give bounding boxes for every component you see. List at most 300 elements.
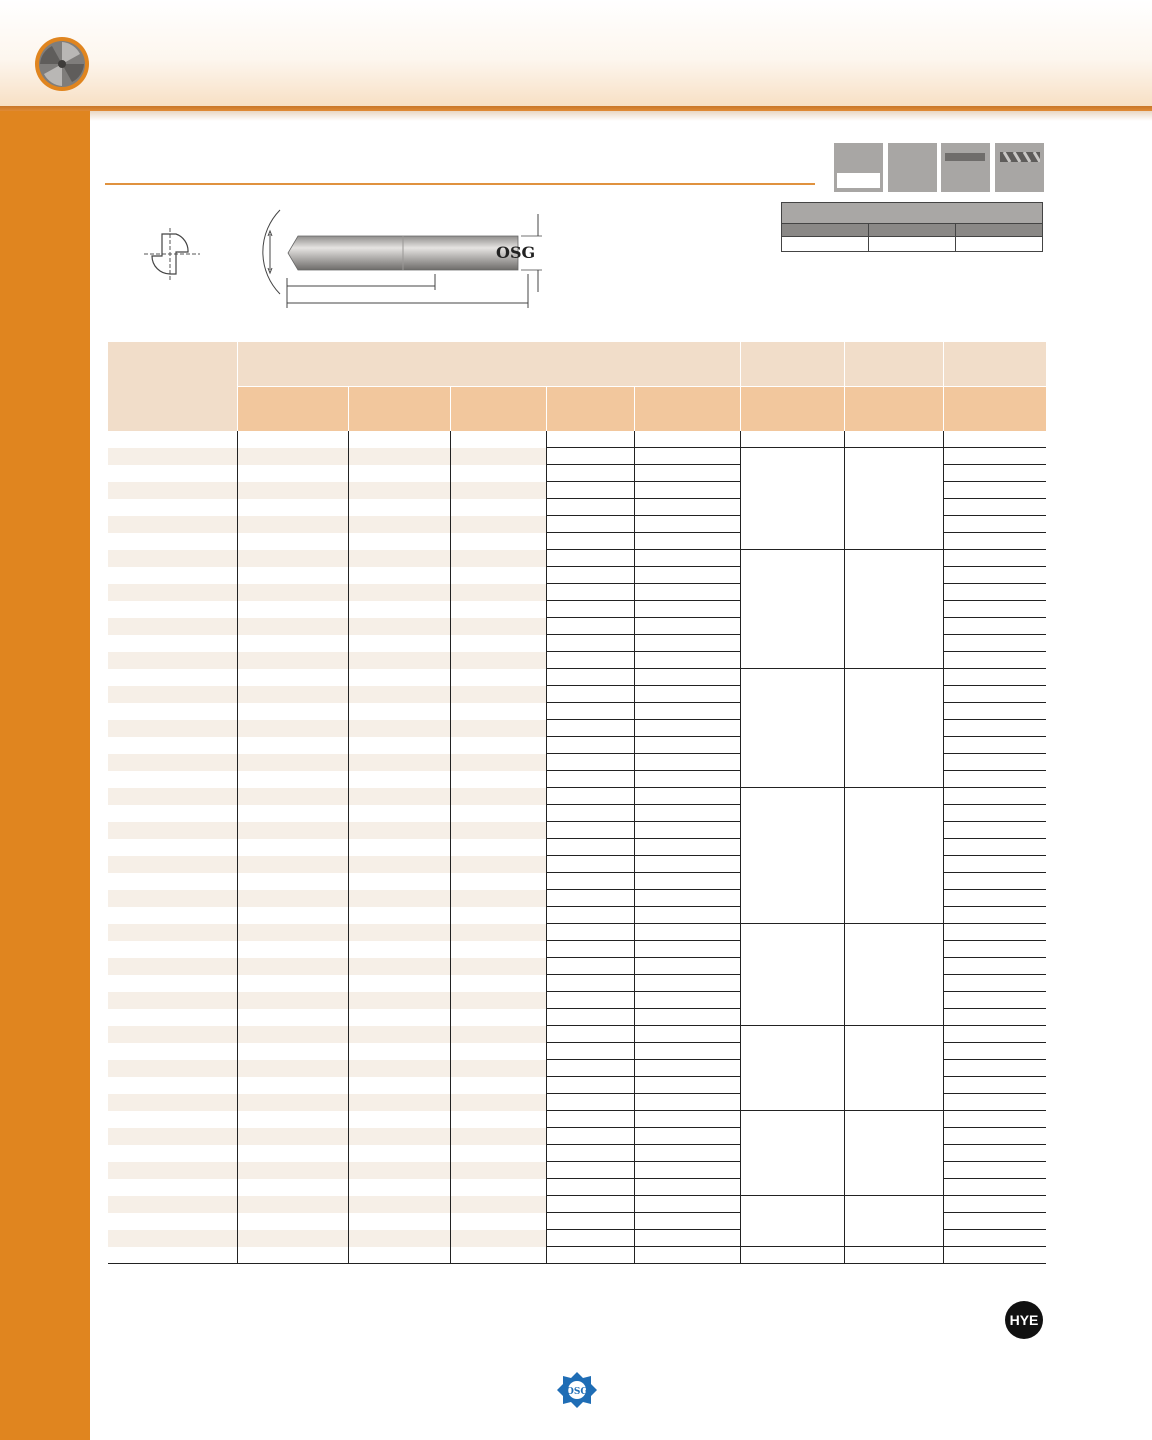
table-row	[108, 1230, 1046, 1247]
title-rule	[105, 183, 815, 185]
table-cell	[740, 465, 844, 482]
table-cell	[740, 1230, 844, 1247]
table-cell	[108, 737, 237, 754]
table-cell	[546, 703, 634, 720]
table-cell	[237, 1009, 348, 1026]
table-row	[108, 873, 1046, 890]
table-cell	[634, 499, 740, 516]
table-cell	[108, 516, 237, 533]
table-cell	[237, 1077, 348, 1094]
table-cell	[450, 584, 546, 601]
table-cell	[108, 890, 237, 907]
table-row	[108, 635, 1046, 652]
coating-tile	[834, 143, 883, 192]
table-cell	[237, 1162, 348, 1179]
table-cell	[108, 1094, 237, 1111]
table-cell	[237, 669, 348, 686]
table-cell	[450, 720, 546, 737]
table-cell	[943, 499, 1046, 516]
table-cell	[740, 1128, 844, 1145]
table-cell	[634, 635, 740, 652]
table-cell	[740, 924, 844, 941]
table-cell	[844, 958, 943, 975]
table-cell	[348, 941, 450, 958]
table-cell	[237, 1145, 348, 1162]
table-cell	[844, 652, 943, 669]
table-cell	[943, 941, 1046, 958]
table-cell	[546, 737, 634, 754]
table-row	[108, 618, 1046, 635]
table-row	[108, 822, 1046, 839]
table-cell	[943, 1077, 1046, 1094]
table-cell	[237, 431, 348, 448]
table-cell	[943, 669, 1046, 686]
table-cell	[844, 975, 943, 992]
table-cell	[108, 669, 237, 686]
endmill-end-view-icon	[34, 36, 90, 92]
table-cell	[108, 1230, 237, 1247]
table-cell	[450, 924, 546, 941]
table-cell	[844, 1196, 943, 1213]
table-cell	[634, 567, 740, 584]
table-row	[108, 1162, 1046, 1179]
table-cell	[348, 1128, 450, 1145]
table-cell	[237, 890, 348, 907]
table-cell	[634, 1213, 740, 1230]
table-cell	[943, 1111, 1046, 1128]
table-cell	[740, 1196, 844, 1213]
table-cell	[740, 1213, 844, 1230]
table-cell	[740, 584, 844, 601]
table-cell	[450, 771, 546, 788]
table-cell	[943, 1230, 1046, 1247]
table-cell	[108, 856, 237, 873]
table-cell	[943, 907, 1046, 924]
table-cell	[348, 754, 450, 771]
table-cell	[943, 1162, 1046, 1179]
table-row	[108, 499, 1046, 516]
table-cell	[634, 907, 740, 924]
table-cell	[634, 890, 740, 907]
table-cell	[237, 448, 348, 465]
table-cell	[634, 839, 740, 856]
table-cell	[237, 584, 348, 601]
table-cell	[634, 1060, 740, 1077]
header-diameter	[237, 387, 348, 432]
table-cell	[943, 1145, 1046, 1162]
table-cell	[450, 567, 546, 584]
table-cell	[348, 1026, 450, 1043]
table-cell	[634, 975, 740, 992]
table-cell	[634, 1128, 740, 1145]
table-cell	[237, 635, 348, 652]
table-cell	[237, 1043, 348, 1060]
table-cell	[943, 686, 1046, 703]
table-cell	[108, 822, 237, 839]
table-cell	[450, 1043, 546, 1060]
table-cell	[348, 703, 450, 720]
table-cell	[108, 924, 237, 941]
table-cell	[237, 1094, 348, 1111]
table-cell	[844, 754, 943, 771]
table-cell	[943, 448, 1046, 465]
table-cell	[348, 1060, 450, 1077]
table-cell	[108, 499, 237, 516]
table-cell	[740, 516, 844, 533]
table-cell	[237, 652, 348, 669]
table-cell	[634, 516, 740, 533]
table-cell	[634, 1247, 740, 1264]
table-cell	[450, 873, 546, 890]
table-cell	[108, 1111, 237, 1128]
table-cell	[237, 601, 348, 618]
table-cell	[348, 873, 450, 890]
table-row	[108, 1213, 1046, 1230]
table-cell	[740, 720, 844, 737]
table-cell	[108, 958, 237, 975]
footer-logo-text: OSG	[565, 1387, 589, 1397]
table-cell	[634, 448, 740, 465]
table-cell	[108, 771, 237, 788]
table-cell	[634, 1077, 740, 1094]
table-cell	[943, 1009, 1046, 1026]
table-cell	[943, 1094, 1046, 1111]
table-cell	[237, 1128, 348, 1145]
header-neck	[634, 387, 740, 432]
table-cell	[108, 618, 237, 635]
table-cell	[348, 805, 450, 822]
table-cell	[634, 873, 740, 890]
header-col7	[740, 342, 844, 387]
table-cell	[943, 805, 1046, 822]
table-row	[108, 856, 1046, 873]
table-cell	[108, 805, 237, 822]
table-cell	[237, 1060, 348, 1077]
table-cell	[108, 1196, 237, 1213]
table-row	[108, 1077, 1046, 1094]
table-cell	[108, 482, 237, 499]
table-cell	[108, 1077, 237, 1094]
table-cell	[634, 1196, 740, 1213]
table-cell	[844, 482, 943, 499]
table-cell	[237, 1196, 348, 1213]
table-cell	[634, 669, 740, 686]
table-cell	[546, 958, 634, 975]
table-cell	[546, 448, 634, 465]
table-cell	[108, 686, 237, 703]
table-row	[108, 550, 1046, 567]
table-cell	[450, 465, 546, 482]
table-cell	[348, 737, 450, 754]
table-cell	[546, 567, 634, 584]
table-row	[108, 1009, 1046, 1026]
table-cell	[237, 482, 348, 499]
table-cell	[237, 856, 348, 873]
table-cell	[546, 856, 634, 873]
table-cell	[844, 431, 943, 448]
header-sub8	[844, 387, 943, 432]
table-cell	[108, 1213, 237, 1230]
table-cell	[844, 1077, 943, 1094]
table-cell	[634, 788, 740, 805]
table-cell	[108, 788, 237, 805]
table-cell	[740, 1077, 844, 1094]
table-cell	[108, 635, 237, 652]
table-cell	[844, 907, 943, 924]
table-row	[108, 839, 1046, 856]
table-row	[108, 482, 1046, 499]
table-cell	[844, 1009, 943, 1026]
table-cell	[348, 618, 450, 635]
table-cell	[740, 822, 844, 839]
table-cell	[108, 584, 237, 601]
table-cell	[844, 1179, 943, 1196]
table-cell	[740, 635, 844, 652]
side-accent-bar	[0, 111, 90, 1440]
table-row	[108, 567, 1046, 584]
table-cell	[348, 1179, 450, 1196]
table-cell	[237, 703, 348, 720]
table-cell	[546, 1128, 634, 1145]
table-cell	[108, 873, 237, 890]
table-cell	[740, 1145, 844, 1162]
table-cell	[844, 924, 943, 941]
table-cell	[348, 720, 450, 737]
table-cell	[740, 1094, 844, 1111]
table-row	[108, 958, 1046, 975]
table-cell	[108, 431, 237, 448]
table-cell	[844, 550, 943, 567]
table-cell	[450, 805, 546, 822]
table-cell	[348, 1162, 450, 1179]
table-cell	[634, 1179, 740, 1196]
table-cell	[943, 856, 1046, 873]
table-cell	[546, 805, 634, 822]
header-col9	[943, 342, 1046, 387]
header-length-of-cut	[348, 387, 450, 432]
table-cell	[634, 618, 740, 635]
table-row	[108, 737, 1046, 754]
table-cell	[943, 635, 1046, 652]
table-cell	[844, 822, 943, 839]
table-cell	[546, 431, 634, 448]
table-cell	[844, 703, 943, 720]
table-cell	[348, 601, 450, 618]
table-cell	[546, 635, 634, 652]
table-cell	[740, 686, 844, 703]
table-cell	[740, 1179, 844, 1196]
table-cell	[943, 975, 1046, 992]
table-cell	[844, 788, 943, 805]
table-cell	[634, 924, 740, 941]
table-cell	[348, 992, 450, 1009]
table-cell	[634, 1009, 740, 1026]
table-cell	[740, 1247, 844, 1264]
table-row	[108, 431, 1046, 448]
table-cell	[844, 618, 943, 635]
table-cell	[108, 1179, 237, 1196]
table-cell	[546, 1196, 634, 1213]
table-cell	[844, 635, 943, 652]
header-sub7	[740, 387, 844, 432]
table-cell	[450, 1077, 546, 1094]
table-cell	[237, 737, 348, 754]
table-cell	[450, 618, 546, 635]
table-cell	[634, 822, 740, 839]
table-cell	[740, 907, 844, 924]
table-cell	[844, 1026, 943, 1043]
table-row	[108, 652, 1046, 669]
table-row	[108, 703, 1046, 720]
table-cell	[348, 1247, 450, 1264]
table-cell	[740, 703, 844, 720]
table-cell	[108, 1026, 237, 1043]
table-cell	[237, 822, 348, 839]
table-cell	[943, 618, 1046, 635]
table-cell	[348, 482, 450, 499]
table-row	[108, 975, 1046, 992]
table-cell	[634, 805, 740, 822]
table-cell	[844, 856, 943, 873]
table-cell	[237, 873, 348, 890]
table-cell	[844, 465, 943, 482]
table-cell	[844, 567, 943, 584]
table-cell	[634, 1094, 740, 1111]
table-cell	[546, 975, 634, 992]
table-cell	[844, 499, 943, 516]
table-cell	[108, 720, 237, 737]
table-cell	[844, 873, 943, 890]
table-cell	[844, 669, 943, 686]
table-cell	[546, 1111, 634, 1128]
table-row	[108, 1094, 1046, 1111]
header-overall-length	[450, 387, 546, 432]
table-cell	[108, 1247, 237, 1264]
table-cell	[450, 601, 546, 618]
table-cell	[348, 635, 450, 652]
table-cell	[348, 669, 450, 686]
table-cell	[450, 448, 546, 465]
table-cell	[844, 1247, 943, 1264]
table-cell	[108, 992, 237, 1009]
table-cell	[740, 839, 844, 856]
table-cell	[237, 1230, 348, 1247]
table-cell	[844, 1094, 943, 1111]
table-cell	[943, 550, 1046, 567]
table-cell	[844, 1230, 943, 1247]
table-cell	[237, 788, 348, 805]
brand-mark: OSG	[496, 243, 536, 262]
table-cell	[237, 975, 348, 992]
table-cell	[740, 567, 844, 584]
table-cell	[740, 499, 844, 516]
header-col8	[844, 342, 943, 387]
table-row	[108, 448, 1046, 465]
table-cell	[450, 992, 546, 1009]
table-cell	[634, 856, 740, 873]
tolerance-table-subheader	[782, 224, 1042, 236]
table-cell	[348, 924, 450, 941]
table-cell	[943, 958, 1046, 975]
page-header	[0, 0, 1152, 108]
table-cell	[450, 754, 546, 771]
table-cell	[546, 720, 634, 737]
table-cell	[844, 1043, 943, 1060]
table-cell	[634, 465, 740, 482]
table-cell	[237, 992, 348, 1009]
table-cell	[450, 1247, 546, 1264]
table-cell	[546, 550, 634, 567]
header-shank	[546, 387, 634, 432]
table-cell	[943, 1128, 1046, 1145]
table-cell	[943, 431, 1046, 448]
table-cell	[943, 890, 1046, 907]
table-cell	[740, 958, 844, 975]
table-row	[108, 686, 1046, 703]
table-row	[108, 1145, 1046, 1162]
table-cell	[634, 1230, 740, 1247]
table-cell	[943, 771, 1046, 788]
table-cell	[450, 516, 546, 533]
table-row	[108, 1043, 1046, 1060]
table-cell	[943, 652, 1046, 669]
table-cell	[740, 1111, 844, 1128]
table-cell	[450, 890, 546, 907]
table-cell	[634, 754, 740, 771]
table-cell	[108, 567, 237, 584]
flute-pattern-icon	[1000, 152, 1040, 162]
table-cell	[844, 737, 943, 754]
table-cell	[108, 1145, 237, 1162]
table-cell	[740, 873, 844, 890]
table-cell	[348, 686, 450, 703]
table-cell	[844, 1111, 943, 1128]
table-cell	[546, 499, 634, 516]
table-cell	[634, 550, 740, 567]
table-cell	[844, 1145, 943, 1162]
material-tile	[888, 143, 937, 192]
flute-tile	[995, 143, 1044, 192]
table-cell	[943, 822, 1046, 839]
table-cell	[450, 1162, 546, 1179]
table-cell	[108, 1043, 237, 1060]
table-cell	[740, 533, 844, 550]
table-cell	[740, 669, 844, 686]
table-row	[108, 516, 1046, 533]
header-sub9	[943, 387, 1046, 432]
table-cell	[844, 533, 943, 550]
table-cell	[348, 465, 450, 482]
table-cell	[108, 533, 237, 550]
table-cell	[546, 1026, 634, 1043]
table-cell	[844, 941, 943, 958]
table-cell	[450, 1094, 546, 1111]
table-cell	[348, 975, 450, 992]
table-cell	[844, 1128, 943, 1145]
table-row	[108, 754, 1046, 771]
table-cell	[943, 754, 1046, 771]
table-cell	[546, 1145, 634, 1162]
table-cell	[546, 873, 634, 890]
table-cell	[740, 975, 844, 992]
table-cell	[450, 788, 546, 805]
table-row	[108, 1128, 1046, 1145]
table-cell	[450, 635, 546, 652]
table-cell	[740, 771, 844, 788]
table-row	[108, 1196, 1046, 1213]
table-cell	[943, 601, 1046, 618]
table-cell	[237, 1247, 348, 1264]
